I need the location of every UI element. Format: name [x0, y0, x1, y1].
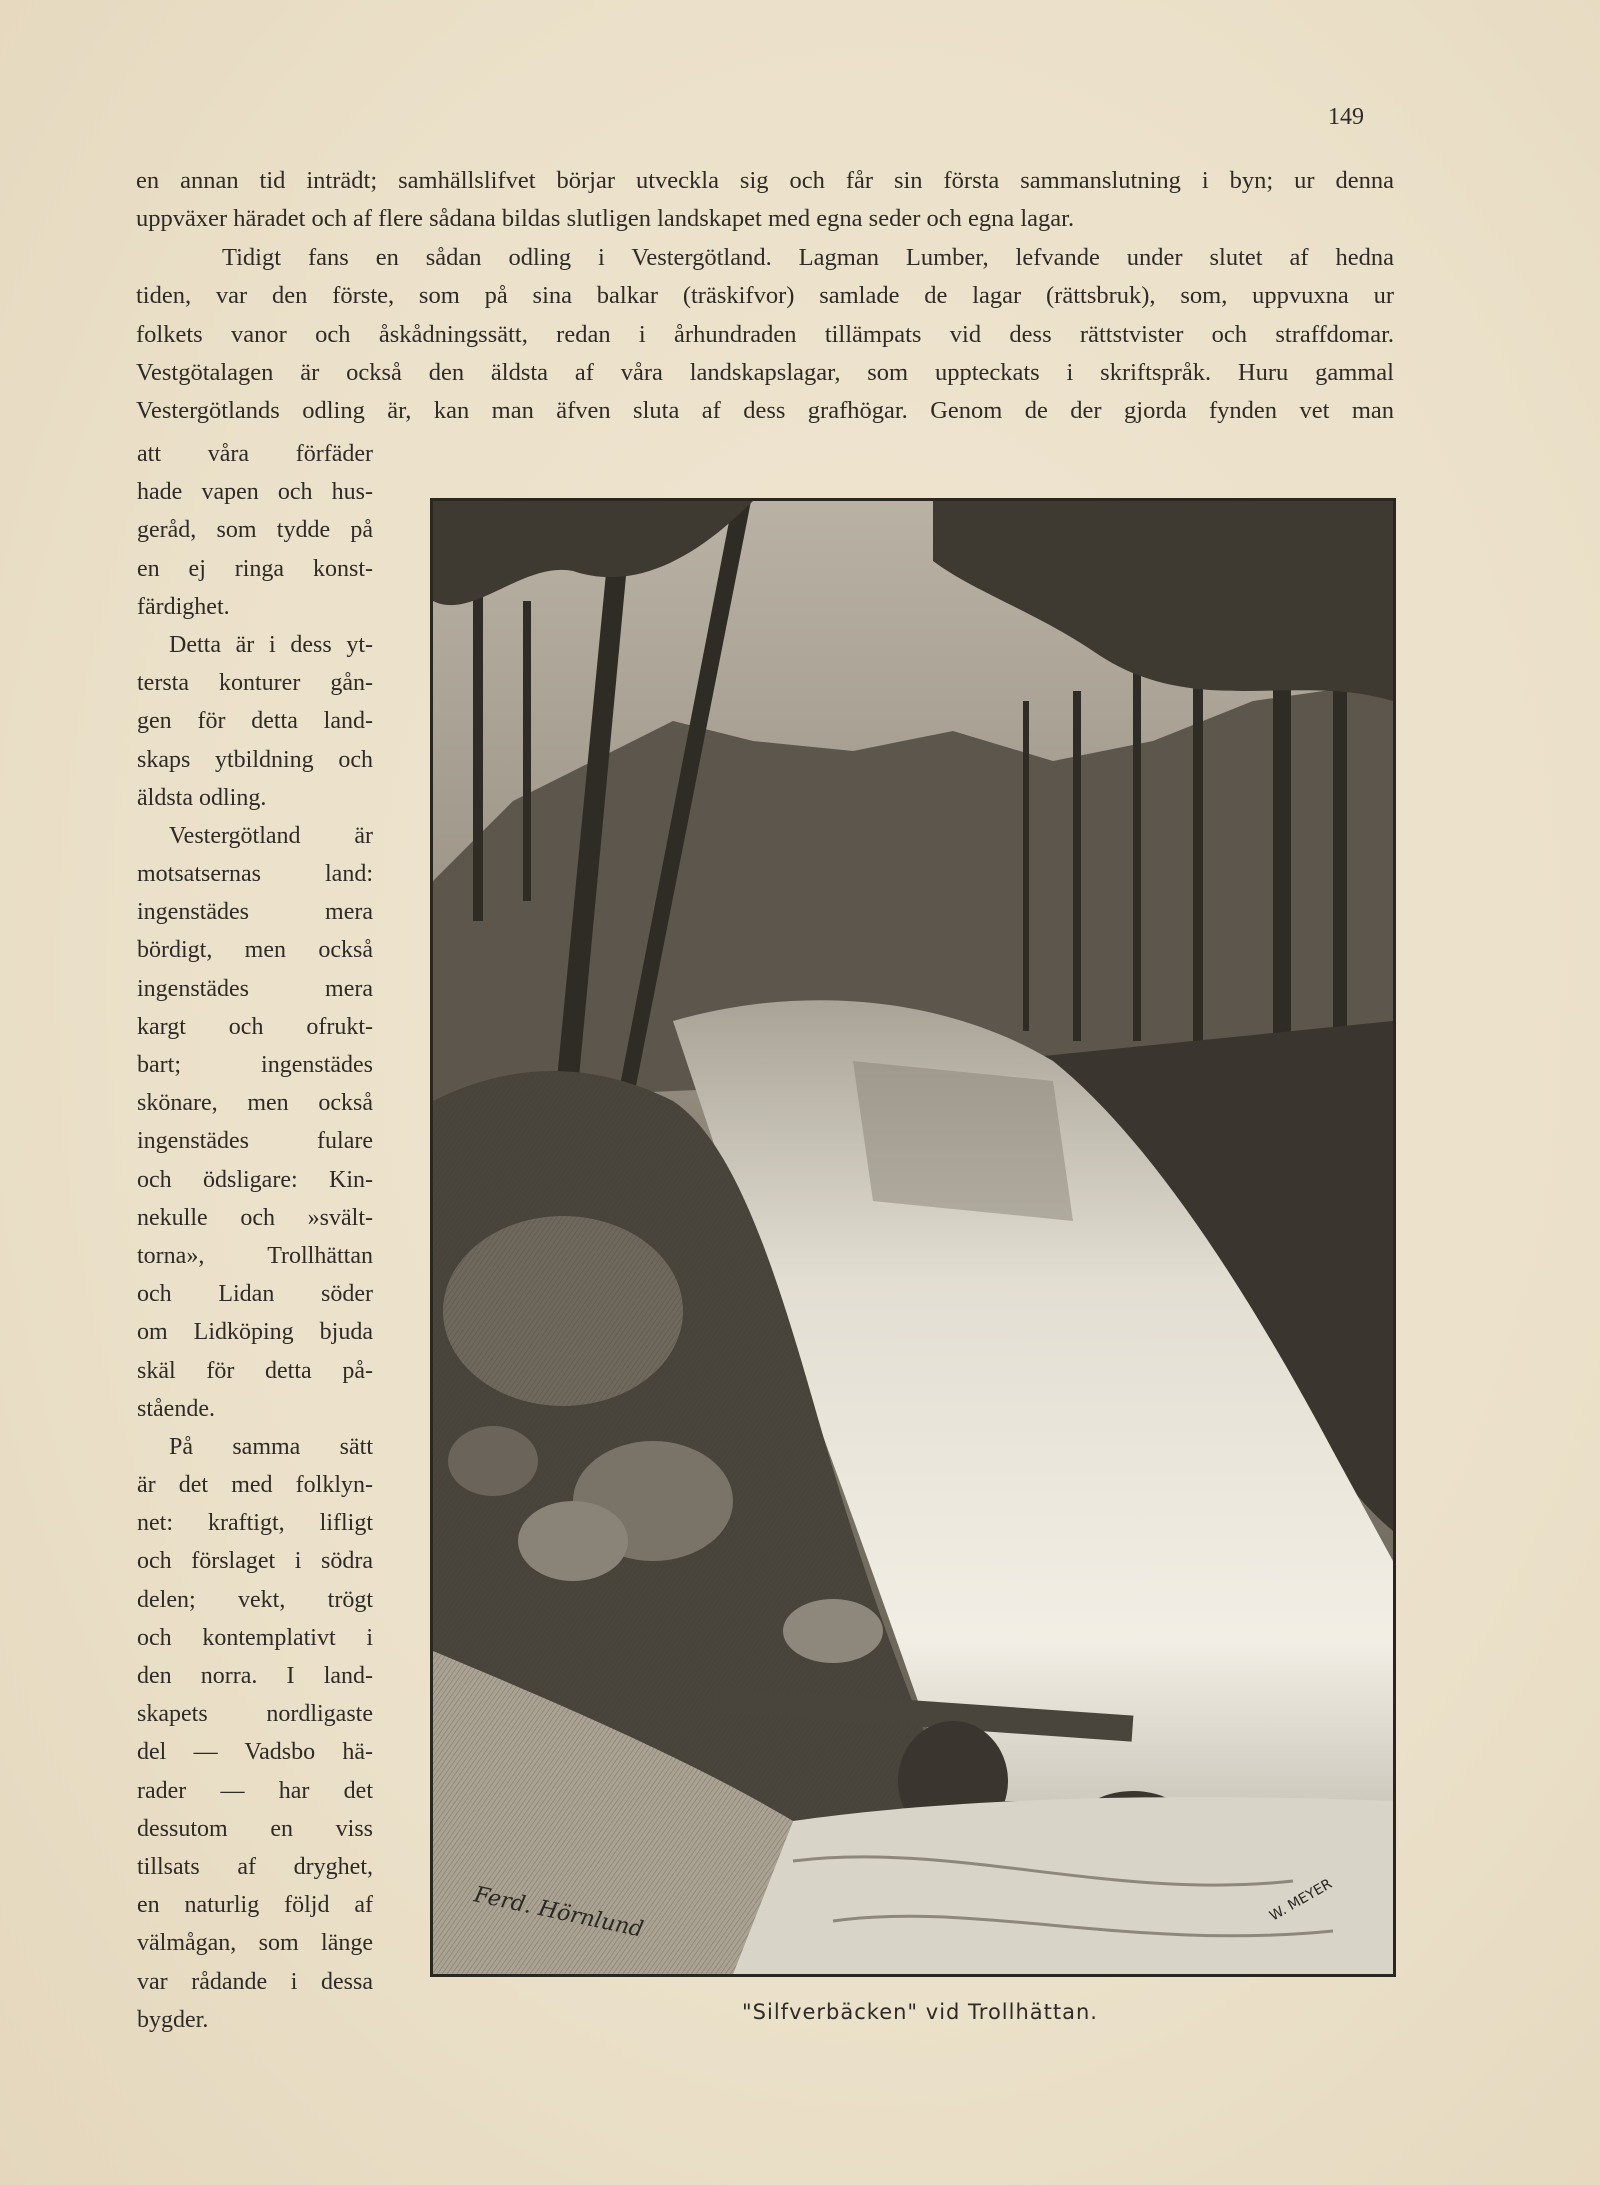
- text-line: dessutom en viss: [137, 1815, 373, 1842]
- text-line: nekulle och »svält-: [137, 1204, 373, 1231]
- text-line: folkets vanor och åskådningssätt, redan i århundraden tillämpats vid dess rättstvister och straffdomar.: [136, 320, 1394, 348]
- figure-caption: "Silfverbäcken" vid Trollhättan.: [742, 2000, 1098, 2024]
- text-line: äldsta odling.: [137, 784, 267, 811]
- text-line: Vestgötalagen är också den äldsta af våra landskapslagar, som uppteckats i skriftspråk. Huru gammal: [136, 358, 1394, 386]
- engraver-signature: W. MEYER: [1267, 1876, 1335, 1925]
- text-line: geråd, som tydde på: [137, 517, 373, 544]
- text-line: och förslaget i södra: [137, 1548, 373, 1575]
- text-line: skapets nordligaste: [137, 1701, 373, 1728]
- text-line: hade vapen och hus-: [137, 479, 373, 506]
- engraving-illustration: [430, 498, 1396, 1977]
- text-line: Vestergötland är: [169, 822, 373, 849]
- text-line: ingenstädes mera: [137, 899, 373, 926]
- text-line: och Lidan söder: [137, 1281, 373, 1308]
- text-line: På samma sätt: [169, 1433, 373, 1460]
- text-line: bart; ingenstädes: [137, 1052, 373, 1078]
- text-line: är det med folklyn-: [137, 1472, 373, 1499]
- text-line: rader — har det: [137, 1777, 373, 1804]
- text-line: om Lidköping bjuda: [137, 1319, 373, 1346]
- text-line: skaps ytbildning och: [137, 746, 373, 773]
- artist-signature: Ferd. Hörnlund: [471, 1882, 646, 1943]
- text-line: och ödsligare: Kin-: [137, 1166, 373, 1193]
- text-line: Vestergötlands odling är, kan man äfven sluta af dess grafhögar. Genom de der gjorda fynden vet man: [136, 397, 1394, 425]
- text-line: skäl för detta på-: [137, 1357, 373, 1384]
- text-line: att våra förfäder: [137, 441, 373, 467]
- text-line: en naturlig följd af: [137, 1892, 373, 1919]
- page-number: 149: [1328, 104, 1364, 130]
- text-line: torna», Trollhättan: [137, 1242, 373, 1269]
- side-column-text: [137, 435, 373, 2039]
- text-line: delen; vekt, trögt: [137, 1586, 373, 1613]
- text-line: färdighet.: [137, 593, 230, 620]
- text-line: gen för detta land-: [137, 708, 373, 735]
- text-line: ingenstädes fulare: [137, 1128, 373, 1155]
- text-line: och kontemplativt i: [137, 1624, 373, 1651]
- text-line: bygder.: [137, 2006, 209, 2033]
- text-line: välmågan, som länge: [137, 1930, 373, 1957]
- text-line: net: kraftigt, lifligt: [137, 1510, 373, 1537]
- text-line: den norra. I land-: [137, 1663, 373, 1689]
- text-line: del — Vadsbo hä-: [137, 1739, 373, 1766]
- full-width-paragraphs: [136, 162, 1394, 431]
- text-line: tillsats af dryghet,: [137, 1853, 373, 1880]
- text-line: Detta är i dess yt-: [169, 631, 373, 658]
- text-line: motsatsernas land:: [137, 861, 373, 888]
- text-line: en annan tid inträdt; samhällslifvet börjar utveckla sig och får sin första sammanslutning i byn; ur denna: [136, 167, 1394, 194]
- text-line: tersta konturer gån-: [137, 670, 373, 697]
- text-line: Tidigt fans en sådan odling i Vestergötland. Lagman Lumber, lefvande under slutet af hedna: [222, 243, 1394, 271]
- text-line: skönare, men också: [137, 1090, 373, 1117]
- text-line: tiden, var den förste, som på sina balkar (träskifvor) samlade de lagar (rättsbruk), som, uppvuxna ur: [136, 282, 1394, 310]
- text-line: stående.: [137, 1395, 215, 1422]
- text-line: var rådande i dessa: [137, 1968, 373, 1995]
- text-line: en ej ringa konst-: [137, 555, 373, 582]
- text-line: ingenstädes mera: [137, 975, 373, 1002]
- text-line: bördigt, men också: [137, 937, 373, 964]
- text-line: kargt och ofrukt-: [137, 1013, 373, 1040]
- text-line: uppväxer häradet och af flere sådana bildas slutligen landskapet med egna seder och egna lagar.: [136, 205, 1075, 233]
